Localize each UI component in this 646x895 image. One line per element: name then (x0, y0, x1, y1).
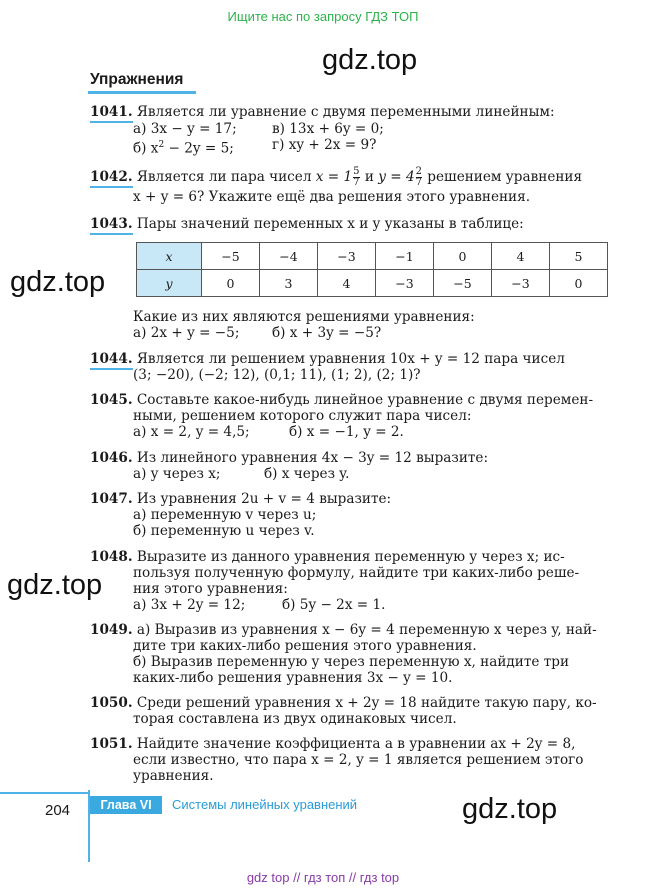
option-g: г) xy + 2x = 9? (272, 137, 377, 153)
table-header-x: x (137, 243, 202, 270)
exercise-text: торая составлена из двух одинаковых чисел. (133, 711, 457, 727)
table-cell: 3 (260, 270, 318, 297)
option-a: а) x = 2, y = 4,5; (133, 424, 250, 440)
option-a: а) 2x + y = −5; (133, 325, 240, 341)
table-cell: −3 (318, 243, 376, 270)
exercise-number: 1048. (90, 549, 133, 565)
exercise-1048 (90, 550, 565, 565)
option-a: а) переменную v через u; (133, 507, 317, 523)
table-cell: −3 (492, 270, 550, 297)
exercise-text: Среди решений уравнения x + 2y = 18 найдите такую пару, ко- (136, 695, 597, 711)
exercise-text: Какие из них являются решениями уравнения: (133, 309, 475, 325)
option-b: б) 5y − 2x = 1. (282, 597, 386, 613)
exercise-1051 (90, 737, 575, 752)
table-cell: 0 (434, 243, 492, 270)
values-table (136, 242, 608, 297)
exercise-number: 1043. (90, 216, 133, 235)
exercise-1047 (90, 492, 391, 507)
option-b: б) x = −1, y = 2. (289, 424, 404, 440)
exercise-text: x + y = 6? Укажите ещё два решения этого уравнения. (133, 189, 531, 205)
table-row (137, 270, 608, 297)
table-cell: −5 (202, 243, 260, 270)
table-row (137, 243, 608, 270)
exercise-1042: 1042. Является ли пара чисел x = 1 $\frac{5}{7}$ и y = 4 $\frac{2}{7}$ решением уравнения (90, 166, 583, 188)
table-header-y: y (137, 270, 202, 297)
option-a: а) 3x − y = 17; (133, 121, 237, 137)
exercise-text: (3; −20), (−2; 12), (0,1; 11), (1; 2), (2; 1)? (133, 367, 421, 383)
exercise-1041 (90, 105, 555, 120)
exercise-text: Выразите из данного уравнения переменную y через x; ис- (136, 549, 565, 565)
page-number: 204 (45, 802, 71, 819)
option-b: б) x + 3y = −5? (272, 325, 382, 341)
chapter-label: Глава VI (90, 796, 162, 814)
exercise-number: 1047. (90, 491, 133, 507)
option-a: а) 3x + 2y = 12; (133, 597, 246, 613)
exercise-1043 (90, 217, 524, 232)
exercise-number: 1045. (90, 392, 133, 408)
exercise-number: 1050. (90, 695, 133, 711)
option-b: б) x через y. (264, 466, 350, 482)
table-cell: −1 (376, 243, 434, 270)
fraction: $\frac{5}{7}$ (353, 166, 360, 188)
exercise-text: б) Выразив переменную y через переменную x, найдите три (133, 654, 570, 670)
exercise-number: 1046. (90, 450, 133, 466)
exercise-text: пользуя полученную формулу, найдите три каких-либо реше- (133, 565, 580, 581)
exercise-text: Составьте какое-нибудь линейное уравнение с двумя перемен- (136, 392, 594, 408)
option-b: б) переменную u через v. (133, 523, 315, 539)
table-cell: 5 (550, 243, 608, 270)
exercise-number: 1041. (90, 104, 133, 123)
top-banner: Ищите нас по запросу ГДЗ ТОП (227, 9, 419, 24)
exercise-text: ными, решением которого служит пара чисел: (133, 408, 472, 424)
table-cell: −4 (260, 243, 318, 270)
watermark: gdz.top (7, 569, 103, 601)
exercise-text: дите три каких-либо решения этого уравнения. (133, 638, 477, 654)
watermark: gdz.top (10, 266, 106, 298)
table-cell: −5 (434, 270, 492, 297)
footer-divider (0, 792, 88, 794)
exercise-number: 1049. (90, 622, 133, 638)
table-cell: 4 (318, 270, 376, 297)
exercise-text: Из уравнения 2u + v = 4 выразите: (136, 491, 392, 507)
watermark: gdz.top (322, 44, 418, 76)
exercise-text: ния этого уравнения: (133, 581, 288, 597)
exercise-1046 (90, 451, 488, 466)
table-cell: 0 (550, 270, 608, 297)
exercise-text: Из линейного уравнения 4x − 3y = 12 выразите: (136, 450, 489, 466)
exercise-text: Найдите значение коэффициента a в уравнении ax + 2y = 8, (136, 736, 576, 752)
exercise-1045 (90, 393, 593, 408)
exercise-text: а) Выразив из уравнения x − 6y = 4 переменную x через y, най- (136, 622, 597, 638)
exercise-text: Пары значений переменных x и y указаны в таблице: (136, 216, 524, 232)
exercise-1049 (90, 623, 597, 638)
exercise-text: если известно, что пара x = 2, y = 1 является решением этого (133, 752, 584, 768)
exercise-1044 (90, 352, 565, 367)
fraction: $\frac{2}{7}$ (415, 166, 422, 188)
exercise-number: 1051. (90, 736, 133, 752)
option-v: в) 13x + 6y = 0; (272, 121, 384, 137)
exercise-text: Является ли уравнение с двумя переменными линейным: (136, 104, 555, 120)
section-title: Упражнения (90, 71, 184, 88)
table-cell: 0 (202, 270, 260, 297)
chapter-title: Системы линейных уравнений (172, 797, 358, 812)
option-b: б) $x^2 - 2y = 5$; (133, 140, 234, 157)
table-cell: 4 (492, 243, 550, 270)
exercise-number: 1044. (90, 351, 133, 370)
exercise-text: каких-либо решения уравнения 3x − y = 10. (133, 670, 453, 686)
section-title-underline (88, 91, 196, 94)
option-a: а) y через x; (133, 466, 221, 482)
exercise-1050 (90, 696, 597, 711)
watermark: gdz.top (462, 793, 558, 825)
exercise-number: 1042. (90, 169, 133, 188)
exercise-text: Является ли решением уравнения 10x + y = 12 пара чисел (136, 351, 565, 367)
bottom-banner: gdz top // гдз топ // гдз top (246, 870, 400, 885)
exercise-text: уравнения. (133, 768, 214, 784)
table-cell: −3 (376, 270, 434, 297)
